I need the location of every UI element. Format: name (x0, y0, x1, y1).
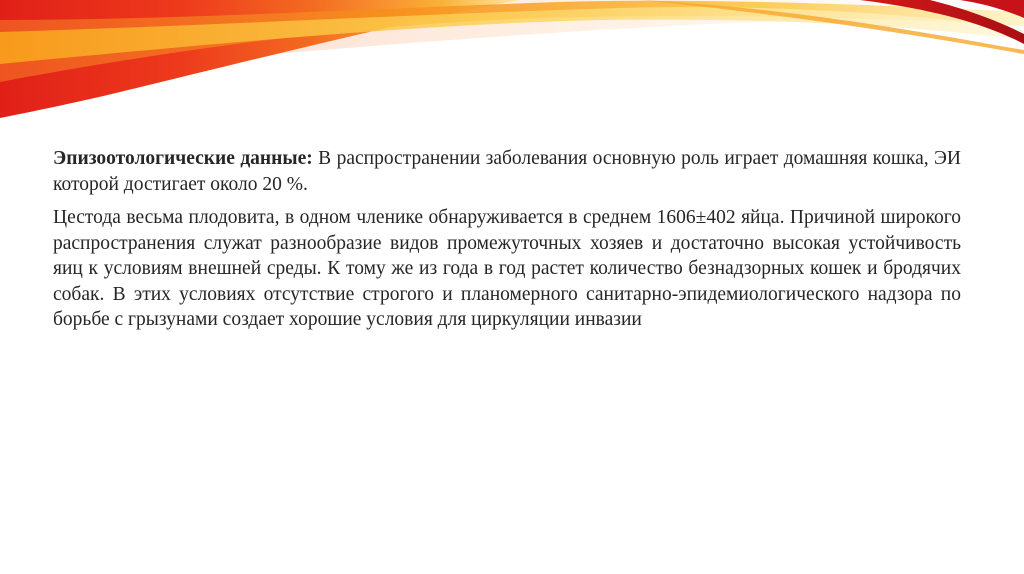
decorative-swoosh-banner (0, 0, 1024, 130)
paragraph-text: В распространении заболевания основную роль играет домашняя кошка, ЭИ которой достигает около 20 %. (53, 148, 961, 195)
paragraph-text: Цестода весьма плодовита, в одном членике обнаруживается в среднем 1606±402 яйца. Причиной широкого распространения служат разнообразие видов промежуточных хозяев и достаточно высокая устойчивость яиц к условиям внешней среды. К тому же из года в год растет количество безнадзорных кошек и бродячих собак. В этих условиях отсутствие строгого и планомерного санитарно-эпидемиологического надзора по борьбе с грызунами создает хорошие условия для циркуляции инвазии (53, 207, 961, 330)
slide-body-text (53, 146, 961, 341)
paragraph-cestode (53, 205, 961, 333)
paragraph-epizootology (53, 146, 961, 197)
paragraph-lead-heading: Эпизоотологические данные: (53, 148, 313, 169)
